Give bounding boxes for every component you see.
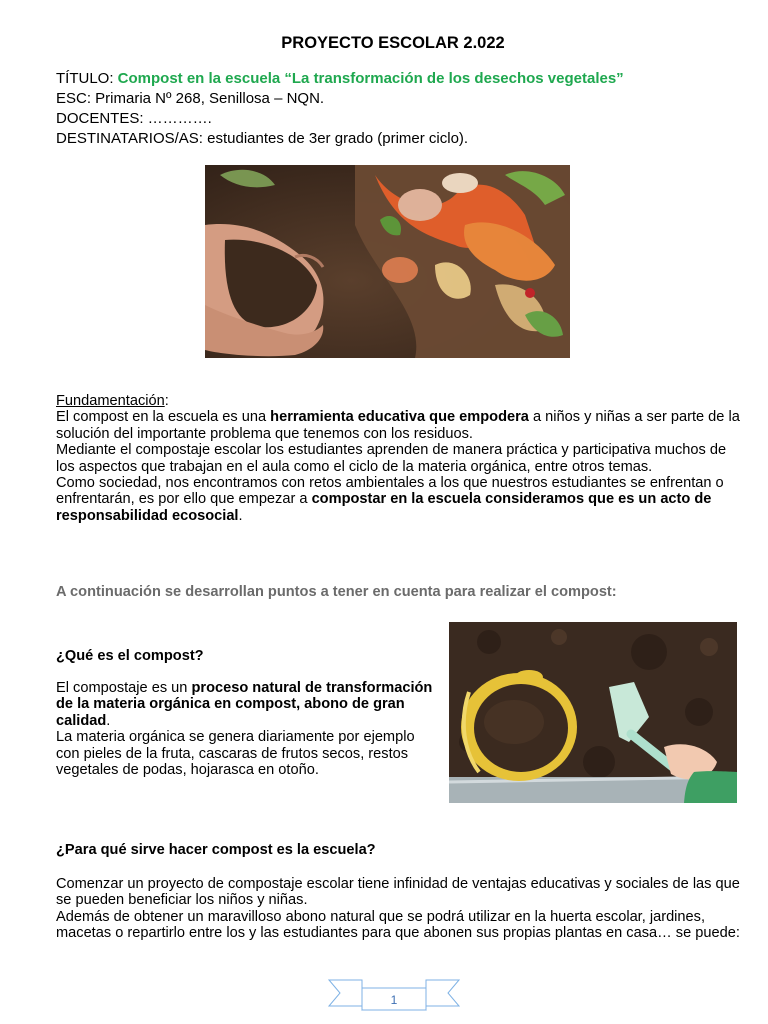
fundamentacion-heading: Fundamentación [56,393,165,409]
fundamentacion-p1-emphasis: herramienta educativa que empodera [270,409,529,426]
school-line: ESC: Primaria Nº 268, Senillosa – NQN. [56,90,325,107]
que-es-paragraph-1 [56,680,441,729]
para-que-heading: ¿Para qué sirve hacer compost es la escuela? [56,842,376,858]
compost-photo [205,165,570,358]
bucket-trowel-photo [449,622,737,803]
recipients-line: DESTINATARIOS/AS: estudiantes de 3er grado (primer ciclo). [56,130,469,147]
titulo-value: Compost en la escuela “La transformación de los desechos vegetales” [117,70,624,87]
fundamentacion-p3-text: Como sociedad, nos encontramos con retos ambientales a los que nuestros estudiantes se enfrentan o enfrentarán, es por ello que empezar a [56,475,724,508]
page-title: PROYECTO ESCOLAR 2.022 [281,34,505,52]
fundamentacion-paragraph-2: Mediante el compostaje escolar los estudiantes aprenden de manera práctica y participativa muchos de los aspectos que trabajan en el aula como el ciclo de la materia orgánica, entre otros temas. [56,442,727,475]
para-que-paragraph-2: Además de obtener un maravilloso abono natural que se podrá utilizar en la huerta escolar, jardines, macetas o repartirlo entre los y las estudiantes para que abonen sus propias plantas en casa… se puede: [56,908,740,942]
compost-photo-illustration [205,165,570,358]
fundamentacion-heading-colon: : [164,393,169,409]
intro-heading: A continuación se desarrollan puntos a tener en cuenta para realizar el compost: [56,584,617,600]
fundamentacion-p1-text: El compost en la escuela es una [56,409,271,426]
page-number: 1 [390,993,398,1007]
project-meta [56,69,624,149]
que-es-section [56,680,441,778]
titulo-line [56,69,624,89]
fundamentacion-p3-emphasis: compostar en la escuela consideramos que es un acto de responsabilidad ecosocial [56,491,712,524]
fundamentacion-paragraph-1 [56,409,746,442]
que-es-p1-text-end: . [106,712,111,729]
bucket-trowel-illustration [449,622,737,803]
que-es-p1-emphasis: proceso natural de transformación de la materia orgánica en compost, abono de gran calidad [56,680,433,729]
fundamentacion-section [56,393,746,524]
fundamentacion-paragraph-3 [56,475,746,524]
titulo-label: TÍTULO: [56,70,118,87]
fundamentacion-p1-text-end: a niños y niñas a ser parte de la solución del importante problema que tenemos con los residuos. [56,409,740,442]
ribbon-banner-icon [328,976,460,1012]
para-que-paragraph-1: Comenzar un proyecto de compostaje escolar tiene infinidad de ventajas educativas y sociales de las que se pueden beneficiar los niños y niñas. [56,876,740,909]
para-que-section [56,876,746,942]
que-es-heading: ¿Qué es el compost? [56,648,204,664]
que-es-paragraph-2: La materia orgánica se genera diariamente por ejemplo con pieles de la fruta, cascaras de frutos secos, restos vegetales de podas, hojarasca en otoño. [56,729,415,779]
que-es-p1-text: El compostaje es un [56,680,192,696]
teachers-line: DOCENTES: …………. [56,110,212,127]
fundamentacion-p3-text-end: . [238,507,243,524]
page-number-ribbon [328,976,460,1012]
